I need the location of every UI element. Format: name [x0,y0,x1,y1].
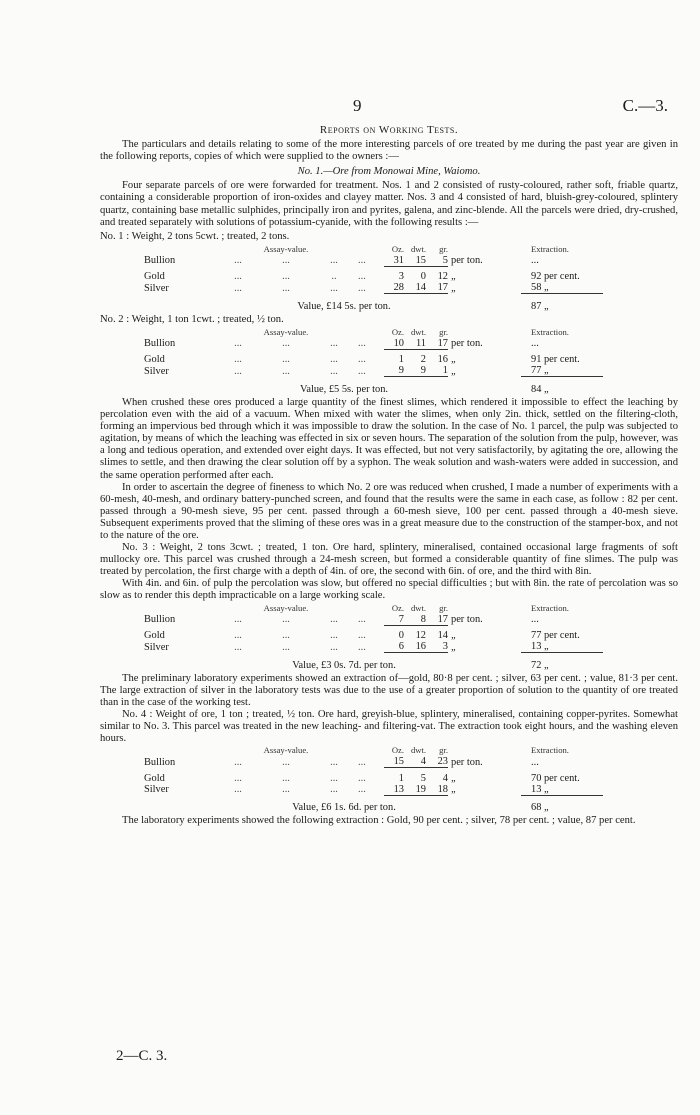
page-content [100,122,678,827]
parcel-heading: No. 2 : Weight, 1 ton 1cwt. ; treated, ½ ton. [100,313,284,325]
gr-value: 12 [437,271,448,283]
assay-value-header: Assay-value. [263,745,309,756]
dwt-header: dwt. [410,602,426,613]
value-extraction: 84 „ [531,383,549,395]
gr-value: 17 [437,613,448,625]
value-text: Value, £14 5s. per ton. [297,300,391,312]
table-row: Gold ... ... ... ... 0 12 14 „ 77 per cent. [144,630,603,641]
extraction-value: 77 per cent. [531,630,580,642]
extraction-value: 13 „ [531,641,549,653]
extraction-value: ... [531,255,539,267]
unit-value: „ [451,630,457,642]
assay-table-4 [144,745,603,813]
row-label: Bullion [144,255,176,267]
gr-header: gr. [439,326,448,337]
parcel-4-paragraph: No. 4 : Weight of ore, 1 ton ; treated, ½ ton. Ore hard, greyish-blue, splintery, mineralised, containing copper-pyrites. Somewhat similar to No. 3. This parcel was treated in the new leaching- and filtering-vat. The extraction took eight hours, and the washing eleven hours. [100,708,678,744]
oz-value: 3 [398,271,404,283]
extraction-value: 91 per cent. [531,354,580,366]
gr-value: 3 [442,641,448,653]
extraction-value: ... [531,338,539,350]
extraction-header: Extraction. [531,243,569,254]
gr-value: 18 [437,783,448,795]
value-text: Value, £5 5s. per ton. [299,383,388,395]
table-row: Silver ... ... ... ... 9 9 1 „ 77 „ [144,365,603,377]
unit-value: „ [451,784,457,796]
page-header [100,96,668,118]
value-row [144,800,603,813]
value-row [144,658,603,671]
extraction-value: 70 per cent. [531,772,580,784]
row-label: Bullion [144,614,176,626]
extraction-value: 92 per cent. [531,271,580,283]
gr-value: 4 [442,772,448,784]
row-label: Silver [144,282,169,294]
row-label: Bullion [144,338,176,350]
value-extraction: 68 „ [531,802,549,814]
row-label: Silver [144,784,169,796]
extraction-value: 13 „ [531,783,549,795]
parcel-3-paragraph: No. 3 : Weight, 2 tons 3cwt. ; treated, 1 ton. Ore hard, splintery, mineralised, contained occasional large fragments of soft mullocky ore. This parcel was crushed through a 24-mesh screen, but formed a considerable quantity of fine slimes. The pulp was treated by percolation, the first charge with a depth of 4in. of ore, the second with 6in. of ore, and the third with 8in. [100,542,678,578]
unit-value: „ [451,641,457,653]
oz-value: 10 [393,337,404,349]
gr-value: 23 [437,756,448,768]
unit-value: „ [451,271,457,283]
unit-value: „ [451,282,457,294]
dwt-value: 15 [415,254,426,266]
row-label: Gold [144,354,165,366]
gr-value: 14 [437,630,448,642]
gr-header: gr. [439,243,448,254]
table-row: Bullion ... ... ... ... 15 4 23 per ton. ... [144,756,603,768]
row-label: Bullion [144,756,176,768]
table-row: Bullion ... ... ... ... 10 11 17 per ton. ... [144,338,603,350]
unit-value: „ [451,772,457,784]
intro-paragraph: The particulars and details relating to some of the more interesting parcels of ore treated by me during the past year are given in the following reports, copies of which were supplied to the owners :— [100,139,678,163]
dwt-value: 5 [420,772,426,784]
dwt-value: 12 [415,630,426,642]
dwt-header: dwt. [410,243,426,254]
preliminary-paragraph: The preliminary laboratory experiments showed an extraction of—gold, 80·8 per cent. ; silver, 63 per cent. ; value, 81·3 per cent. The large extraction of silver in the laboratory tests was due to the use of a greater proportion of solution to the quantity of ore treated than in the case of the working test. [100,672,678,708]
row-label: Gold [144,271,165,283]
extraction-value: ... [531,614,539,626]
oz-value: 31 [393,254,404,266]
dwt-value: 19 [415,783,426,795]
slimes-paragraph: When crushed these ores produced a large quantity of the finest slimes, which rendered it impossible to effect the leaching by percolation even with the aid of a vacuum. When mixed with water the slimes, when only 2in. thick, settled on the filtering-cloth, forming an impervious bed through which it was impossible to draw the solution. In the case of No. 1 parcel, the pulp was subjected to agitation, by means of which the leaching was effected in six or seven hours. The separation of the solution from the pulp, however, was a long and tedious operation, and extended over eight days. It was effected, but not very satisfactorily, by agitating the ore, allowing the slimes to settle, and then drawing the clear solution off by a syphon. The weak solution and wash-waters were added in succession, and the same operation performed after each. [100,396,678,481]
unit-value: per ton. [451,614,483,626]
dwt-value: 0 [420,271,426,283]
unit-value: „ [451,365,457,377]
row-label: Gold [144,630,165,642]
oz-value: 1 [398,354,404,366]
report-intro-paragraph: Four separate parcels of ore were forwarded for treatment. Nos. 1 and 2 consisted of rusty-coloured, rather soft, friable quartz, containing a considerable proportion of iron-oxides and clayey matter. Nos. 3 and 4 consisted of hard, bluish-grey-coloured, splintery quartz, containing base metallic sulphides, principally iron and pyrites, galena, and zinc-blende. All the parcels were dried, dry-crushed, and treated separately with solutions of potassium-cyanide, with the following results :— [100,180,678,228]
table-row: Bullion ... ... ... ... 31 15 5 per ton. ... [144,255,603,267]
extraction-header: Extraction. [531,602,569,613]
gr-header: gr. [439,745,448,756]
gr-value: 17 [437,337,448,349]
parcel-heading: No. 1 : Weight, 2 tons 5cwt. ; treated, 2 tons. [100,230,290,242]
gr-value: 5 [442,254,448,266]
gr-header: gr. [439,602,448,613]
extraction-header: Extraction. [531,326,569,337]
table-row: Gold ... ... ... ... 1 5 4 „ 70 per cent. [144,773,603,784]
value-row [144,299,603,312]
oz-value: 6 [398,641,404,653]
oz-value: 13 [393,783,404,795]
dwt-value: 8 [420,613,426,625]
unit-value: „ [451,354,457,366]
unit-value: per ton. [451,756,483,768]
table-row: Silver ... ... ... ... 28 14 17 „ 58 „ [144,282,603,294]
assay-value-header: Assay-value. [263,243,309,254]
dwt-header: dwt. [410,326,426,337]
dwt-header: dwt. [410,745,426,756]
oz-value: 9 [398,365,404,377]
assay-table-3 [144,603,603,671]
extraction-header: Extraction. [531,745,569,756]
gr-value: 16 [437,354,448,366]
extraction-value: 77 „ [531,365,549,377]
oz-value: 15 [393,756,404,768]
dwt-value: 14 [415,282,426,294]
unit-value: per ton. [451,338,483,350]
page-footer: 2—C. 3. [116,1048,168,1064]
oz-value: 0 [398,630,404,642]
laboratory-paragraph: The laboratory experiments showed the following extraction : Gold, 90 per cent. ; silver, 78 per cent. ; value, 87 per cent. [122,815,636,827]
dwt-value: 16 [415,641,426,653]
section-title: Reports on Working Tests. [319,124,459,136]
dwt-value: 11 [415,337,426,349]
page-number: 9 [353,96,362,115]
dwt-value: 4 [420,756,426,768]
value-row [144,382,603,395]
oz-header: Oz. [391,745,404,756]
document-reference: C.—3. [622,96,668,115]
oz-value: 7 [398,613,404,625]
value-extraction: 72 „ [531,659,549,671]
oz-header: Oz. [391,602,404,613]
dwt-value: 9 [420,365,426,377]
table-row: Gold ... ... ... ... 1 2 16 „ 91 per cent. [144,354,603,365]
row-label: Silver [144,641,169,653]
value-extraction: 87 „ [531,300,549,312]
row-label: Gold [144,772,165,784]
table-row: Silver ... ... ... ... 6 16 3 „ 13 „ [144,641,603,653]
percolation-paragraph: With 4in. and 6in. of pulp the percolation was slow, but offered no special difficulties ; but with 8in. the rate of percolation was so slow as to render this depth impracticable on a large working scale. [100,578,678,602]
oz-header: Oz. [391,326,404,337]
report-title: No. 1.—Ore from Monowai Mine, Waiomo. [297,166,481,178]
fineness-paragraph: In order to ascertain the degree of fineness to which No. 2 ore was reduced when crushed, I made a number of experiments with a 60-mesh, 40-mesh, and ordinary battery-punched screen, and found that the results were the same in each case, as follow : 82 per cent. passed through a 90-mesh sieve, 95 per cent. passed through a 60-mesh sieve, 100 per cent. passed through a 40-mesh sieve. Subsequent experiments proved that the sliming of these ores was in a great measure due to the construction of the stamper-box, and not to the nature of the ore. [100,481,678,541]
oz-value: 1 [398,772,404,784]
table-row: Bullion ... ... ... ... 7 8 17 per ton. ... [144,614,603,626]
value-text: Value, £6 1s. 6d. per ton. [292,802,396,814]
gr-value: 17 [437,282,448,294]
table-row: Silver ... ... ... ... 13 19 18 „ 13 „ [144,784,603,796]
oz-value: 28 [393,282,404,294]
assay-value-header: Assay-value. [263,602,309,613]
dwt-value: 2 [420,354,426,366]
unit-value: per ton. [451,255,483,267]
assay-table-2 [144,327,603,395]
assay-table-1 [144,244,603,312]
extraction-value: 58 „ [531,282,549,294]
table-row: Gold ... ... .. ... 3 0 12 „ 92 per cent. [144,271,603,282]
row-label: Silver [144,365,169,377]
gr-value: 1 [442,365,448,377]
oz-header: Oz. [391,243,404,254]
value-text: Value, £3 0s. 7d. per ton. [292,659,396,671]
assay-value-header: Assay-value. [263,326,309,337]
extraction-value: ... [531,756,539,768]
